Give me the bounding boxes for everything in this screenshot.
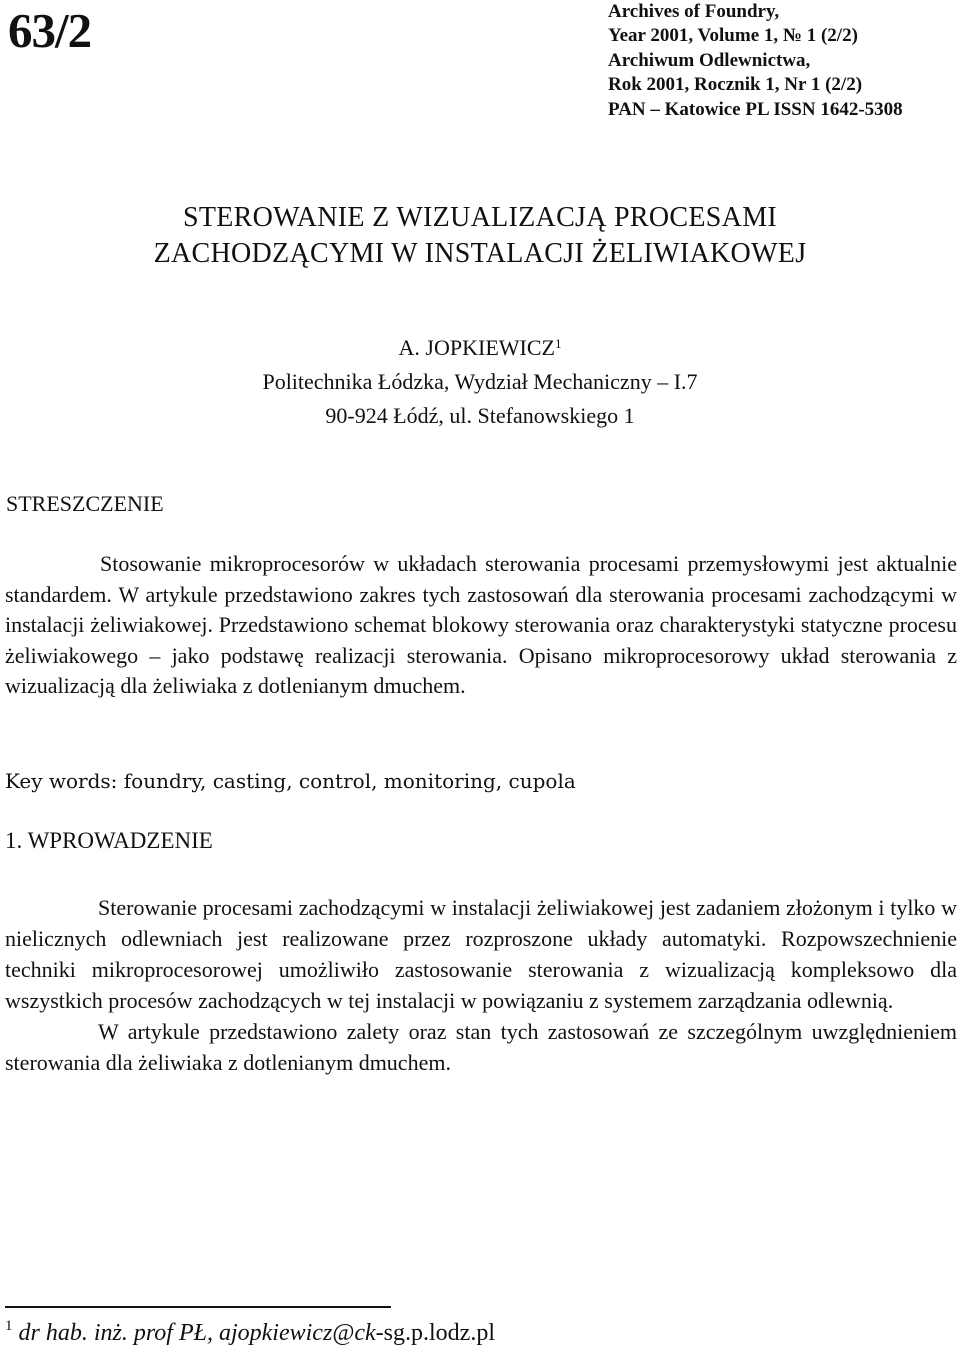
journal-info-line: Year 2001, Volume 1, № 1 (2/2) [608, 25, 858, 47]
keywords: Key words: foundry, casting, control, monitoring, cupola [5, 769, 576, 793]
journal-info-line: Archives of Foundry, [608, 1, 780, 22]
author-name: A. JOPKIEWICZ [398, 335, 555, 360]
author-block [0, 331, 960, 433]
paper-title-line: STEROWANIE Z WIZUALIZACJĄ PROCESAMI [182, 202, 778, 233]
author-affiliation: Politechnika Łódzka, Wydział Mechaniczny – I.7 [262, 369, 698, 394]
section-body [5, 892, 957, 1078]
journal-info-line: Archiwum Odlewnictwa, [608, 49, 811, 71]
journal-info [608, 0, 903, 122]
journal-info-line: PAN – Katowice PL ISSN 1642-5308 [608, 98, 903, 120]
paper-title [0, 200, 960, 272]
footnote-text-italic: dr hab. inż. prof PŁ, ajopkiewicz@ck [18, 1320, 376, 1346]
footnote-mark: 1 [5, 1318, 13, 1334]
author-footnote-mark: 1 [554, 336, 562, 351]
abstract-text: Stosowanie mikroprocesorów w układach sterowania procesami przemysłowymi jest aktualnie standardem. W artykule przedstawiono zakres tych zastosowań dla sterowania procesami zachodzącymi w instalacji żeliwiakowej. Przedstawiono schemat blokowy sterowania oraz charakterystyki statyczne procesu żeliwiakowego – jako podstawę realizacji sterowania. Opisano mikroprocesorowy układ sterowania z wizualizacją dla żeliwiaka z dotlenianym dmuchem. [5, 551, 957, 699]
footnote [5, 1320, 495, 1347]
section-heading: 1. WPROWADZENIE [5, 828, 213, 853]
paragraph: Sterowanie procesami zachodzącymi w instalacji żeliwiakowej jest zadaniem złożonym i tylko w nielicznych odlewniach jest realizowane przez rozproszone układy automatyki. Rozpowszechnienie techniki mikroprocesorowej umożliwiło zastosowanie sterowania z wizualizacją kompleksowo dla wszystkich procesów zachodzących w tej instalacji w powiązaniu z systemem zarządzania odlewnią. [5, 895, 957, 1013]
article-number: 63/2 [8, 3, 92, 58]
footnote-divider [5, 1306, 391, 1308]
author-address: 90-924 Łódź, ul. Stefanowskiego 1 [325, 403, 635, 428]
paper-title-line: ZACHODZĄCYMI W INSTALACJI ŻELIWIAKOWEJ [153, 238, 807, 269]
journal-info-line: Rok 2001, Rocznik 1, Nr 1 (2/2) [608, 74, 863, 96]
paragraph: W artykule przedstawiono zalety oraz stan tych zastosowań ze szczególnym uwzględnieniem sterowania dla żeliwiaka z dotlenianym dmuchem. [5, 1019, 957, 1075]
footnote-text-plain: -sg.p.lodz.pl [375, 1320, 495, 1346]
abstract-heading: STRESZCZENIE [6, 491, 164, 516]
